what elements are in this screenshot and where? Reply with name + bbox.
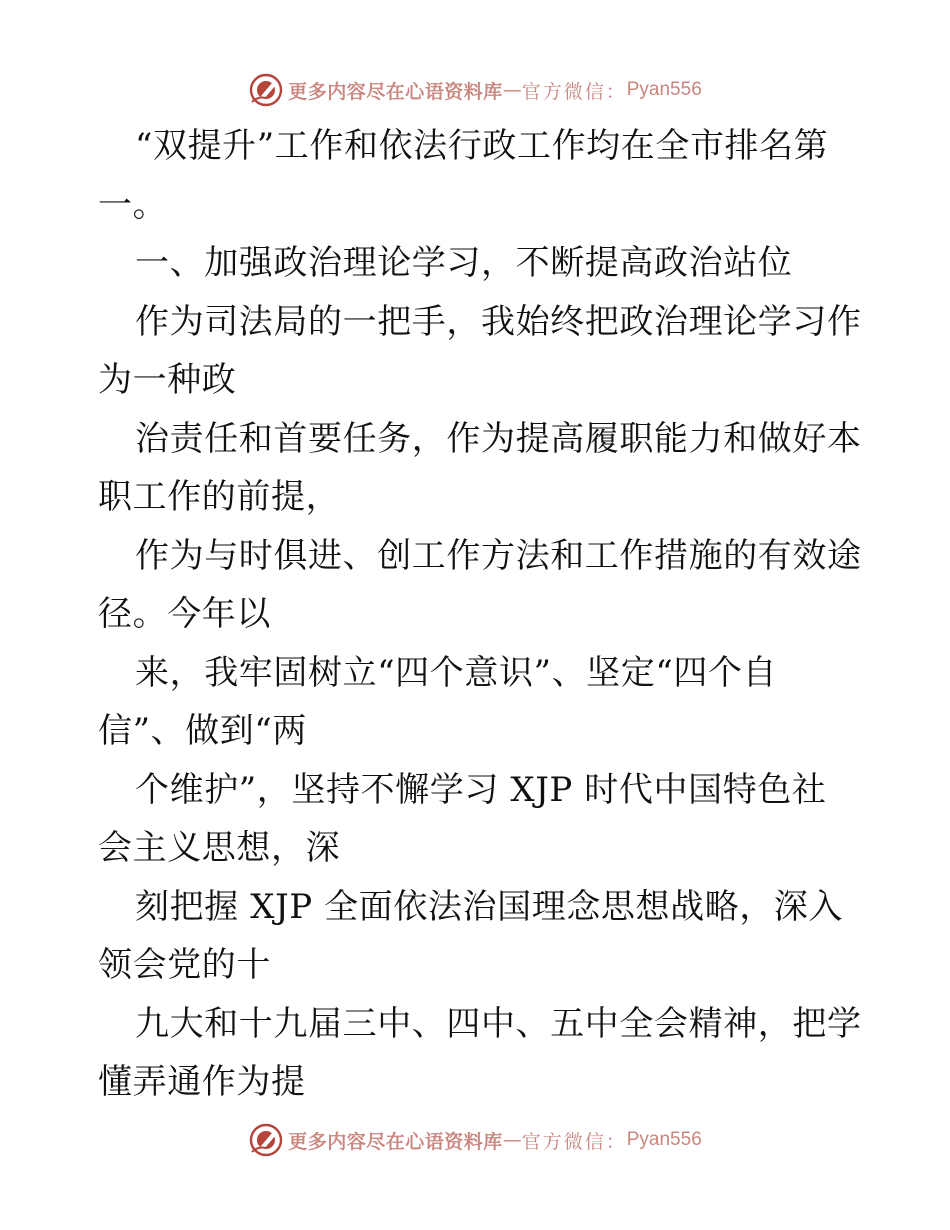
watermark-dash: — (502, 1129, 522, 1151)
text-line: 作为司法局的一把手，我始终把政治理论学习作 (135, 301, 862, 342)
watermark-brand-text: 更多内容尽在心语资料库 (288, 80, 503, 103)
watermark-wechat-id: Pyan556 (626, 79, 702, 100)
text-line: 为一种政 (98, 360, 237, 400)
text-line: 径。今年以 (98, 594, 271, 634)
watermark-wechat-id: Pyan556 (626, 1129, 702, 1150)
watermark-official-label: 官方微信： (521, 80, 627, 103)
document-body (98, 117, 862, 1112)
pen-logo-icon (248, 1122, 284, 1158)
text-line: 领会党的十 (98, 945, 271, 985)
text-line: 一、加强政治理论学习，不断提高政治站位 (135, 243, 793, 283)
header-watermark (0, 70, 950, 110)
watermark-official-label: 官方微信： (521, 1130, 627, 1153)
text-line: 职工作的前提， (98, 477, 341, 517)
text-line: 会主义思想，深 (98, 828, 341, 868)
watermark-dash: — (502, 79, 522, 101)
text-line: 作为与时俱进、创工作方法和工作措施的有效途 (135, 535, 862, 576)
footer-watermark (0, 1120, 950, 1160)
text-line: 治责任和首要任务，作为提高履职能力和做好本 (135, 418, 862, 459)
text-line: 刻把握 XJP 全面依法治国理念思想战略，深入 (135, 886, 844, 927)
text-line: 来，我牢固树立“四个意识”、坚定“四个自 (135, 652, 778, 693)
text-line: “双提升”工作和依法行政工作均在全市排名第 (135, 126, 829, 166)
text-line: 懂弄通作为提 (98, 1062, 306, 1102)
text-line: 个维护”，坚持不懈学习 XJP 时代中国特色社 (135, 769, 827, 810)
text-line: 一。 (98, 184, 168, 225)
pen-logo-icon (248, 72, 284, 108)
text-line: 信”、做到“两 (98, 711, 307, 751)
watermark-brand-text: 更多内容尽在心语资料库 (288, 1130, 503, 1153)
text-line: 九大和十九届三中、四中、五中全会精神，把学 (135, 1003, 862, 1044)
